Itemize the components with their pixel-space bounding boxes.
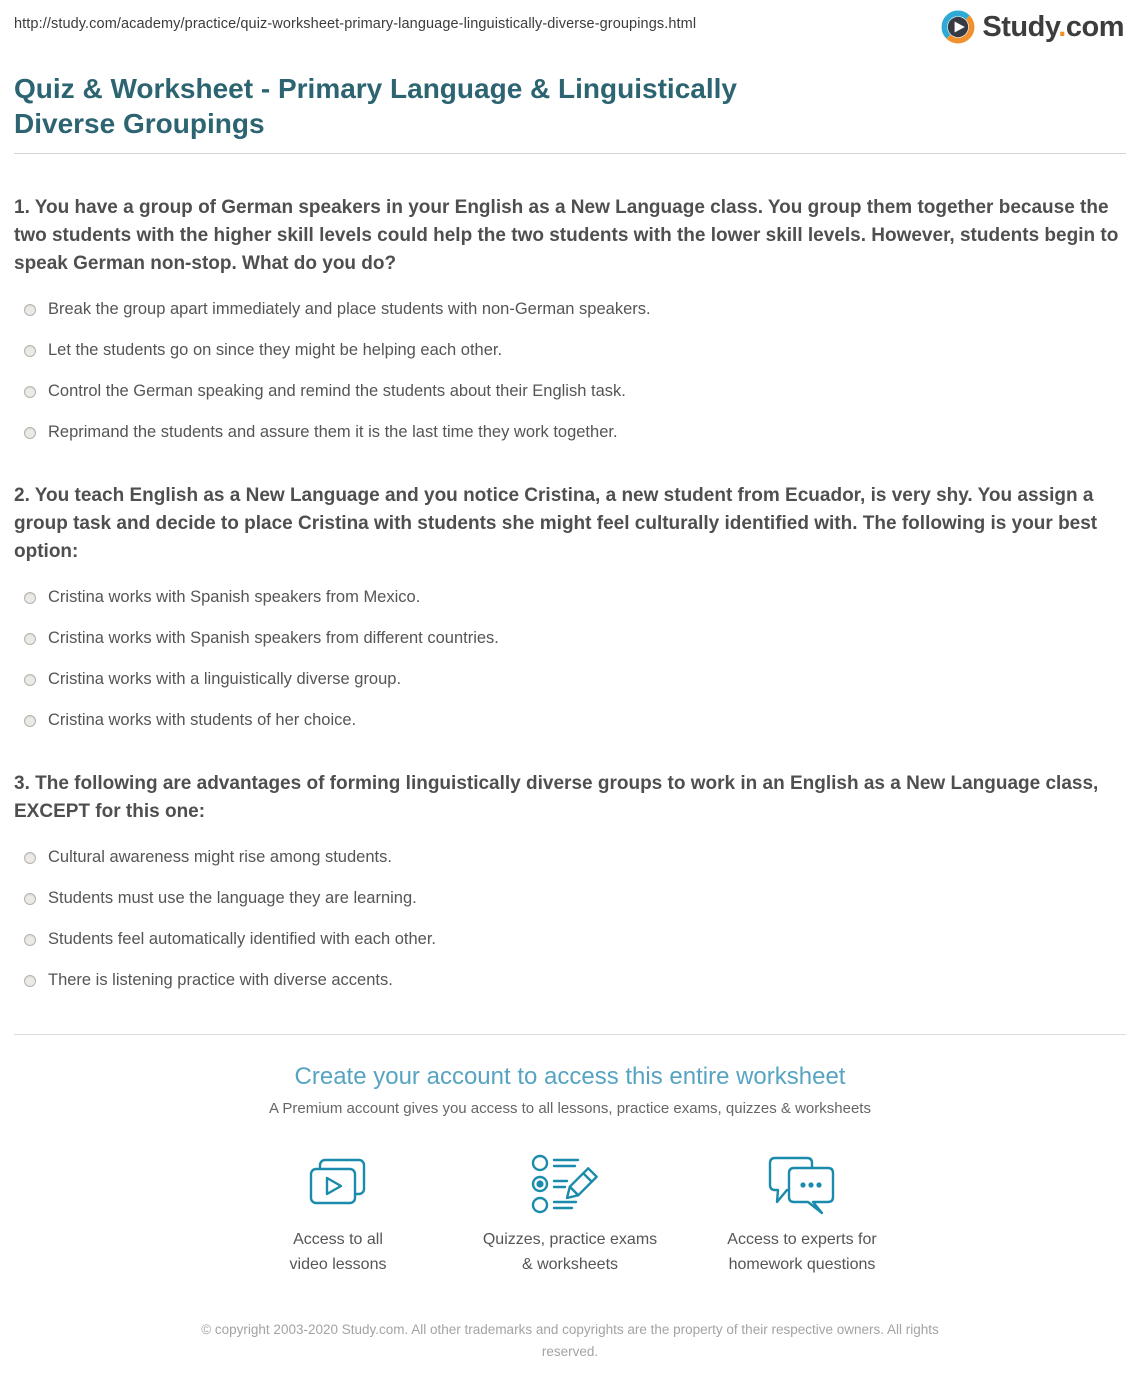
answer-option[interactable] [24,670,1126,689]
quizzes-worksheets-icon [454,1153,686,1215]
answer-option[interactable] [24,848,1126,867]
page-title: Quiz & Worksheet - Primary Language & Linguistically Diverse Groupings [14,73,737,139]
answer-option-label: Let the students go on since they might be helping each other. [48,341,503,359]
question-text: 2. You teach English as a New Language and you notice Cristina, a new student from Ecuador, is very shy. You assign a group task and decide to place Cristina with students she might feel culturally identified with. The following is your best option: [14,485,1098,562]
radio-button[interactable] [24,633,36,645]
question-text: 1. You have a group of German speakers in your English as a New Language class. You group them together because the two students with the higher skill levels could help the two students with the lower skill levels. However, students begin to speak German non-stop. What do you do? [14,197,1119,274]
radio-button[interactable] [24,674,36,686]
answer-option[interactable] [24,629,1126,648]
feature-homework-experts [686,1153,918,1277]
answer-option-label: Control the German speaking and remind the students about their English task. [48,382,626,400]
answer-option[interactable] [24,382,1126,401]
radio-button[interactable] [24,893,36,905]
answer-option-label: Cristina works with Spanish speakers from Mexico. [48,588,421,606]
radio-button[interactable] [24,592,36,604]
answer-option[interactable] [24,711,1126,730]
feature-quizzes-worksheets [454,1153,686,1277]
radio-button[interactable] [24,345,36,357]
cta-divider [14,1034,1126,1035]
video-lessons-icon [222,1153,454,1215]
logo-wordmark: Study.com [982,10,1124,43]
copyright-notice: © copyright 2003-2020 Study.com. All other trademarks and copyrights are the property of their respective owners. All rights reserved. [201,1322,939,1359]
answer-option[interactable] [24,341,1126,360]
radio-button[interactable] [24,715,36,727]
quiz-section [14,194,1126,990]
answer-option[interactable] [24,423,1126,442]
features-row [14,1153,1126,1277]
radio-button[interactable] [24,975,36,987]
answer-option[interactable] [24,889,1126,908]
feature-label: Access to experts for homework questions [727,1231,877,1273]
answer-option-label: Students must use the language they are learning. [48,889,417,907]
answer-option-label: There is listening practice with diverse accents. [48,971,393,989]
title-divider [14,153,1126,154]
header [14,0,1126,44]
play-circle-icon [941,10,975,44]
radio-button[interactable] [24,934,36,946]
answer-option-label: Students feel automatically identified with each other. [48,930,436,948]
radio-button[interactable] [24,427,36,439]
answer-option-label: Cristina works with Spanish speakers from different countries. [48,629,499,647]
answer-option-label: Break the group apart immediately and place students with non-German speakers. [48,300,651,318]
answer-option[interactable] [24,971,1126,990]
question-text: 3. The following are advantages of forming linguistically diverse groups to work in an English as a New Language class, EXCEPT for this one: [14,773,1099,822]
cta-heading: Create your account to access this entire worksheet [294,1063,846,1090]
answer-option[interactable] [24,588,1126,607]
chat-experts-icon [686,1153,918,1215]
answer-option-label: Cristina works with a linguistically diverse group. [48,670,402,688]
answer-option-label: Cultural awareness might rise among students. [48,848,392,866]
studycom-logo[interactable] [941,10,1126,44]
cta-subheading: A Premium account gives you access to all lessons, practice exams, quizzes & worksheets [269,1100,871,1117]
answer-option[interactable] [24,930,1126,949]
page-url: http://study.com/academy/practice/quiz-worksheet-primary-language-linguistically-diverse-groupings.html [14,16,697,32]
answer-option[interactable] [24,300,1126,319]
feature-label: Access to all video lessons [289,1231,387,1273]
radio-button[interactable] [24,386,36,398]
radio-button[interactable] [24,852,36,864]
feature-video-lessons [222,1153,454,1277]
feature-label: Quizzes, practice exams & worksheets [482,1231,658,1273]
answer-option-label: Reprimand the students and assure them it is the last time they work together. [48,423,618,441]
answer-option-label: Cristina works with students of her choice. [48,711,357,729]
radio-button[interactable] [24,304,36,316]
